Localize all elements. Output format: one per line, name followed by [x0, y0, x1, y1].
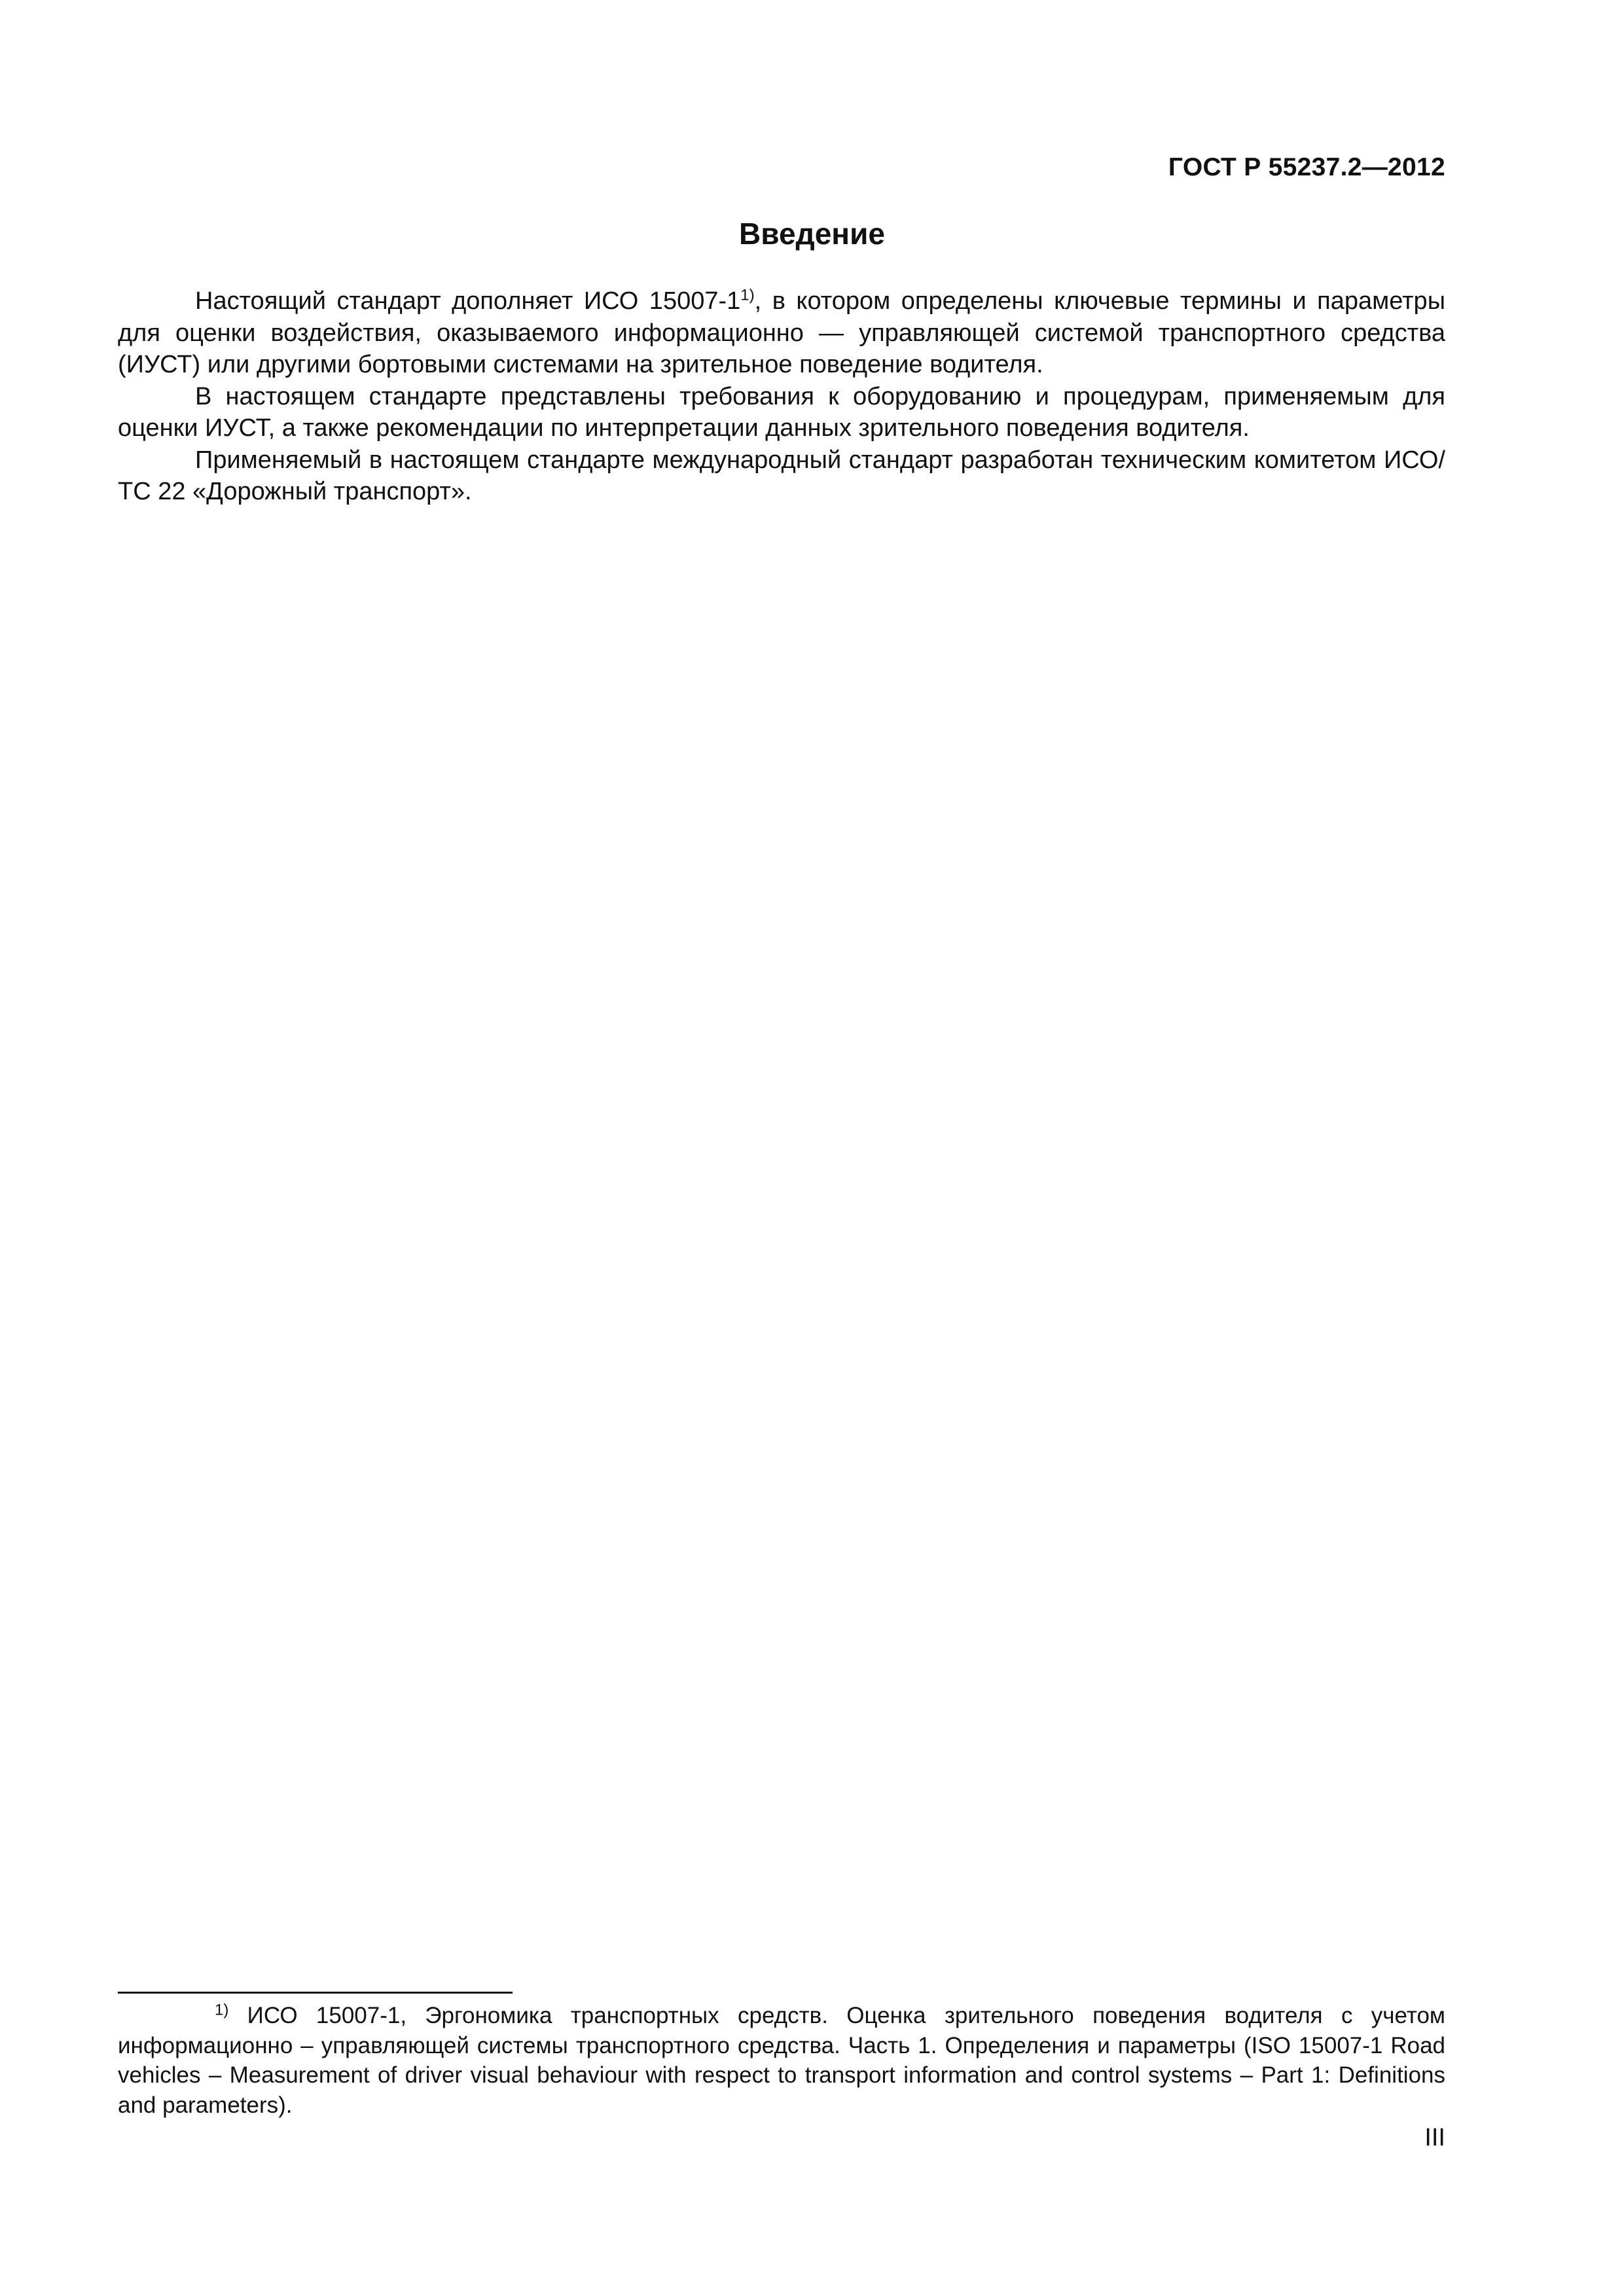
footnote	[118, 2001, 1445, 2120]
document-number: ГОСТ Р 55237.2—2012	[1168, 153, 1445, 181]
introduction-body	[118, 285, 1445, 508]
footnote-separator	[118, 1992, 513, 1994]
footnote-paragraph	[118, 2001, 1445, 2120]
page-number: III	[1424, 2124, 1445, 2151]
section-title: Введение	[739, 217, 885, 251]
paragraph-2: В настоящем стандарте представлены требования к оборудованию и процедурам, применяемым для оценки ИУСТ, а также рекомендации по интерпретации данных зрительного поведения водителя.	[118, 382, 1445, 442]
paragraph-1-text-end: , в котором определены ключевые термины и параметры для оценки воздействия, оказываемого информационно — управляющей системой транспортного средства (ИУСТ) или другими бортовыми системами на зрительное поведение водителя.	[118, 287, 1446, 378]
footnote-text: ИСО 15007-1, Эргономика транспортных средств. Оценка зрительного поведения водителя с учетом информационно – управляющей системы транспортного средства. Часть 1. Определения и параметры (ISO 15007-1 Road vehicles – Measurement of driver visual behaviour with respect to transport information and control systems – Part 1: Definitions and parameters).	[118, 2003, 1445, 2118]
paragraph-1-text-start: Настоящий стандарт дополняет ИСО 15007-1	[195, 287, 741, 315]
footnote-reference: 1)	[740, 286, 755, 304]
paragraph-1	[118, 285, 1445, 381]
paragraph-3: Применяемый в настоящем стандарте международный стандарт разработан техническим комитетом ИСО/ТС 22 «Дорожный транспорт».	[118, 446, 1445, 505]
footnote-marker: 1)	[215, 2001, 229, 2019]
